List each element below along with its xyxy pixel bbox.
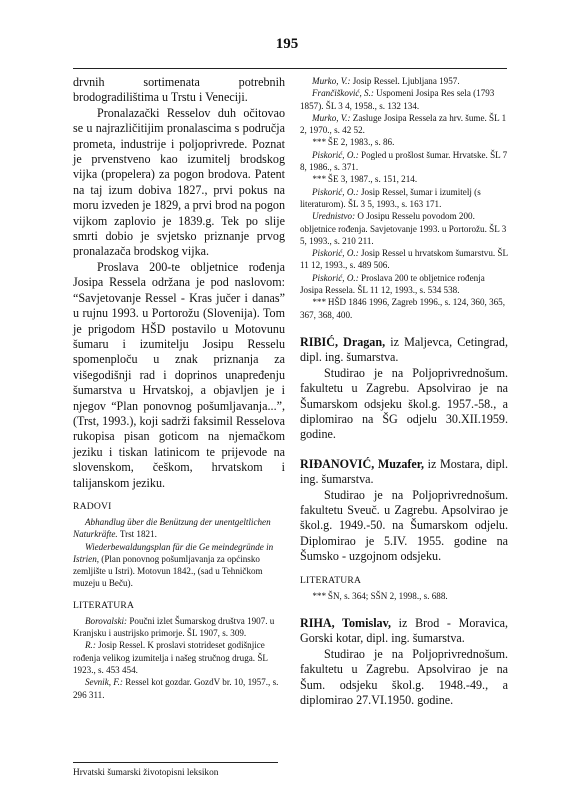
entry-lead: iz Brod - Moravica, Gorski kotar, dipl. ing. šumarstva. bbox=[300, 615, 508, 646]
reference-item bbox=[300, 173, 508, 185]
paragraph: drvnih sortimenata potrebnih brodogradilištima u Trstu i Veneciji. bbox=[73, 75, 285, 105]
reference-detail: Zasluge Josipa Ressela za hrv. šume. ŠL 1 2, 1970., s. 42 52. bbox=[300, 112, 507, 136]
reference-author: *** bbox=[312, 590, 326, 601]
reference-item bbox=[300, 87, 508, 112]
paragraph: Proslava 200-te obljetnice rođenja Josipa Ressela održana je pod naslovom: “Savjetovanje Ressel - Kras jučer i danas” u rujnu 1993. u Portorožu (Slovenija). Tom je prigodom HŠD postavilo u Motovunu šumaru i izumitelju Josipu Resselu spomenploču u znak priznanja za višegodišnji rad i doprinos unapređenju šumarstva u Hrvatskoj, a objavljen je i njegov “Plan ponovnog pošumljavanja...”, (Trst, 1993.), koji sadrži faksimil Resselova rukopisa pisan goticom na njemačkom jeziku i tiskan latinicom te prijevode na slovenskom, češkom, hrvatskom i talijanskom jeziku. bbox=[73, 259, 285, 490]
reference-item bbox=[73, 676, 285, 701]
entry-ribic bbox=[300, 335, 508, 366]
reference-author: Piskorić, O.: bbox=[312, 149, 359, 160]
entry-riha bbox=[300, 616, 508, 647]
reference-detail: ŠN, s. 364; SŠN 2, 1998., s. 688. bbox=[325, 590, 448, 601]
reference-author: Urednistvo: bbox=[312, 211, 356, 222]
reference-detail: Josip Ressel, šumar i izumitelj (s literaturom). ŠL 3 5, 1993., s. 163 171. bbox=[300, 186, 481, 209]
entry-ridanovic bbox=[300, 457, 508, 488]
entry-lead: iz Maljevca, Cetingrad, dipl. ing. šumarstva. bbox=[300, 334, 508, 365]
reference-detail: Uspomeni Josipa Res sela (1793 1857). ŠL 3 4, 1958., s. 132 134. bbox=[300, 88, 495, 111]
entry-lead: iz Mostara, dipl. ing. šumarstva. bbox=[300, 456, 509, 487]
reference-detail: O Josipu Resselu povodom 200. obljetnice rođenja. Savjetovanje 1993. u Portorožu. ŠL 3 5, 1993., s. 210 211. bbox=[300, 211, 507, 246]
reference-detail: Josip Ressel. K proslavi stotrideset godišnjice rođenja velikog izumitelja i našeg stručnog druga. ŠL 1923., s. 453 454. bbox=[73, 640, 268, 675]
reference-author: Piskorić, O.: bbox=[312, 272, 359, 283]
reference-detail: Pogled u prošlost šumar. Hrvatske. ŠL 7 8, 1986., s. 371. bbox=[300, 149, 508, 173]
reference-detail: ŠE 2, 1983., s. 86. bbox=[325, 137, 395, 148]
footer-text: Hrvatski šumarski životopisni leksikon bbox=[73, 768, 219, 778]
reference-detail: Proslava 200 te obljetnice rođenja Josipa Ressela. ŠL 11 12, 1993., s. 534 538. bbox=[300, 272, 485, 296]
reference-item bbox=[300, 247, 508, 272]
reference-item bbox=[73, 615, 285, 640]
entry-body: Studirao je na Poljoprivrednošum. fakultetu u Zagrebu. Apsolvirao je na Šum. odsjeku škol.g. 1948.-49., a diplomirao 27.VI.1950. godine. bbox=[300, 646, 508, 707]
reference-detail: Josip Ressel. Ljubljana 1957. bbox=[350, 76, 460, 86]
reference-author: Sevnik, F.: bbox=[85, 677, 123, 688]
reference-item bbox=[300, 186, 508, 211]
reference-detail: Poučni izlet Šumarskog društva 1907. u Kranjsku i austrijsko primorje. ŠL 1907, s. 309. bbox=[73, 615, 275, 639]
right-column bbox=[300, 75, 508, 708]
reference-item bbox=[300, 210, 508, 247]
reference-author: R.: bbox=[85, 640, 96, 651]
literatura-heading: LITERATURA bbox=[73, 599, 135, 611]
reference-item bbox=[300, 136, 508, 148]
reference-author: Murko, V.: bbox=[312, 112, 351, 123]
entry-body: Studirao je na Poljoprivrednošum. fakultetu Sveuč. u Zagrebu. Apsolvirao je škol.g. 1949.-50. na Šumarskom odjelu. Diplomirao je 5.IV. 1955. godine na Šumsko - uzgojnom odsjeku. bbox=[300, 487, 508, 564]
reference-item bbox=[73, 639, 285, 676]
reference-detail: HŠD 1846 1996, Zagreb 1996., s. 124, 360, 365, 367, 368, 400. bbox=[300, 297, 505, 320]
reference-author: Piskorić, O.: bbox=[312, 186, 359, 197]
work-item bbox=[73, 541, 285, 590]
reference-author: *** bbox=[312, 174, 326, 185]
reference-author: *** bbox=[312, 297, 326, 308]
reference-item bbox=[300, 75, 508, 87]
header-rule bbox=[73, 68, 507, 69]
entry-name: RIBIĆ, Dragan, bbox=[300, 334, 386, 349]
literatura-heading: LITERATURA bbox=[300, 574, 362, 586]
page-number: 195 bbox=[275, 36, 299, 52]
footer-rule bbox=[73, 762, 278, 763]
reference-author: *** bbox=[312, 137, 326, 148]
work-title: Abhandlug über die Benützung der unentgeltlichen Naturkräfte. bbox=[73, 516, 271, 540]
paragraph: Pronalazački Resselov duh očitovao se u najrazličitijim pronalascima s područja prometa, industrije i poljoprivrede. Poznat je prvenstveno kao izumitelj brodskog vijka (propelera) za pogon brodova. Patent na taj izum dobiva 1827., prvi pokus na moru izveden je 1829, a prvi brod na pogon vijkom zaplovio je 1839.g. Tek po slije smrti dobio je svjetsko priznanje prvog pronalazača brodskog vijka. bbox=[73, 105, 285, 259]
left-column bbox=[73, 75, 285, 701]
entry-name: RIĐANOVIĆ, Muzafer, bbox=[300, 456, 425, 471]
reference-item bbox=[300, 296, 508, 321]
entry-body: Studirao je na Poljoprivrednošum. fakultetu u Zagrebu. Apsolvirao je na Šumarskom odsjeku škol.g. 1957.-58., a diplomirao na ŠG odjelu 30.XII.1959. godine. bbox=[300, 365, 508, 442]
reference-author: Piskorić, O.: bbox=[312, 248, 359, 259]
work-detail: Trst 1821. bbox=[117, 529, 157, 540]
work-title: Wiederbewaldungsplan für die Ge meindegründe in Istrien, bbox=[73, 541, 274, 564]
reference-detail: Ressel kot gozdar. GozdV br. 10, 1957., s. 296 311. bbox=[73, 677, 279, 700]
work-detail: (Plan ponovnog pošumljavanja za općinsko zemljište u Istri). Motovun 1842., (sad u Tehničkom muzeju u Beču). bbox=[73, 553, 263, 589]
entry-name: RIHA, Tomislav, bbox=[300, 615, 392, 630]
work-item bbox=[73, 516, 285, 541]
reference-author: Frančišković, S.: bbox=[312, 88, 374, 99]
reference-item bbox=[300, 149, 508, 174]
reference-author: Murko, V.: bbox=[312, 76, 351, 86]
reference-item bbox=[300, 590, 508, 602]
reference-item bbox=[300, 112, 508, 137]
reference-item bbox=[300, 272, 508, 297]
radovi-heading: RADOVI bbox=[73, 500, 112, 512]
reference-detail: Josip Ressel u hrvatskom šumarstvu. ŠL 11 12, 1993., s. 489 506. bbox=[300, 248, 508, 271]
reference-author: Borovalski: bbox=[85, 615, 128, 626]
reference-detail: ŠE 3, 1987., s. 151, 214. bbox=[325, 174, 418, 185]
